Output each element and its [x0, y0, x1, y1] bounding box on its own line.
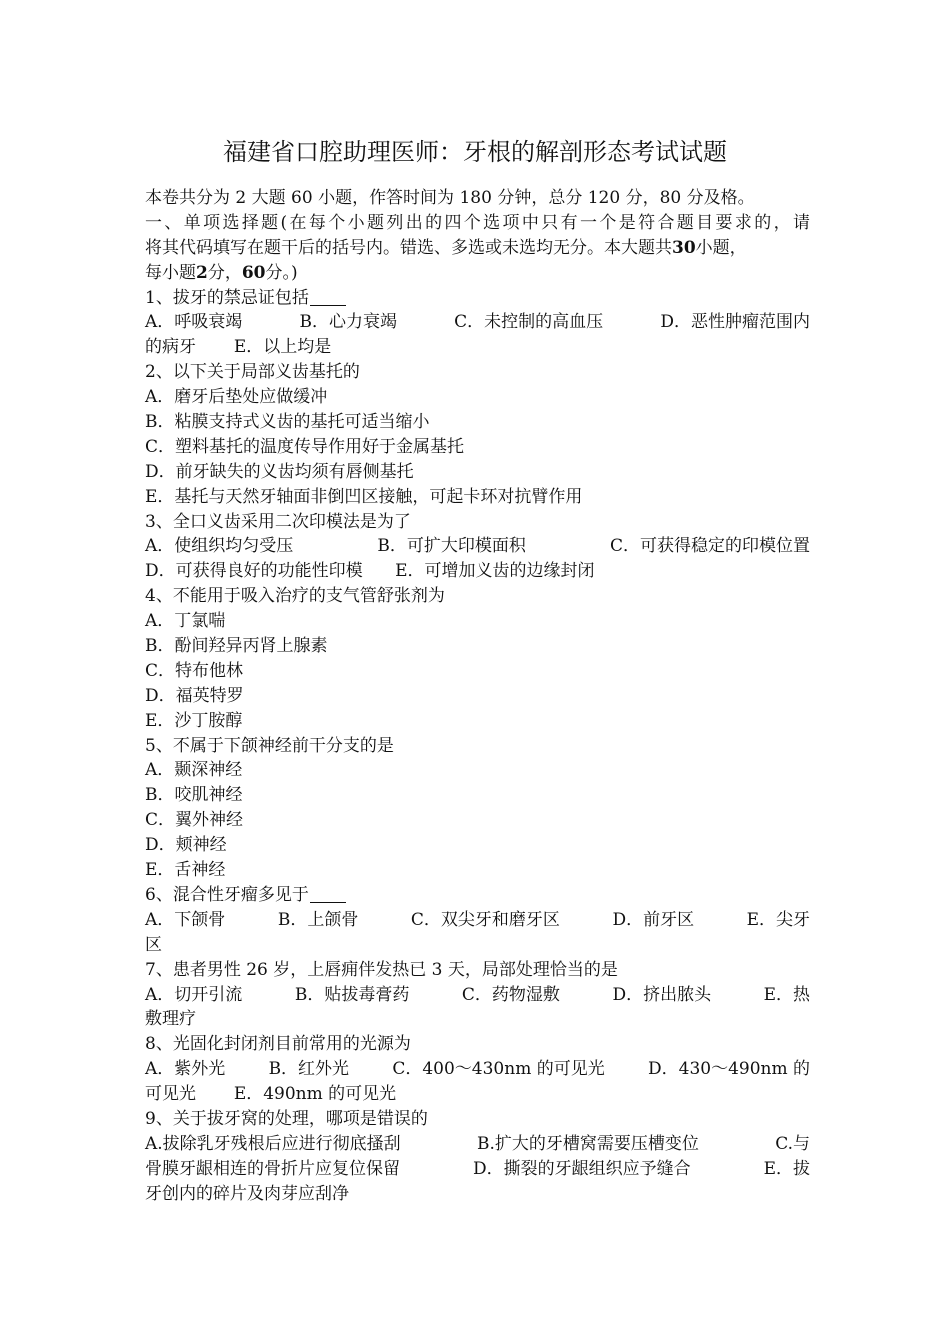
option: A．颞深神经 [145, 760, 243, 781]
option: D．430～490nm 的 [648, 1059, 811, 1080]
question-stem: 3、全口义齿采用二次印模法是为了 [145, 511, 411, 532]
option-line [145, 983, 810, 1008]
section-instructions-line-1: 一、单项选择题(在每个小题列出的四个选项中只有一个是符合题目要求的，请 [145, 212, 810, 233]
option: B．可扩大印模面积 [377, 536, 526, 557]
question-stem: 6、混合性牙瘤多见于 [145, 883, 810, 908]
option: E．拔 [763, 1158, 810, 1179]
option: A．使组织均匀受压 [145, 536, 294, 557]
option: A．磨牙后垫处应做缓冲 [145, 387, 328, 408]
option: A．紫外光 [145, 1059, 226, 1080]
option: B．贴拔毒膏药 [294, 984, 410, 1005]
question-stem: 1、拔牙的禁忌证包括 [145, 286, 810, 311]
option: D．撕裂的牙龈组织应予缝合 [472, 1158, 691, 1179]
points-total: 60 [241, 262, 266, 283]
option: 骨膜牙龈相连的骨折片应复位保留 [145, 1158, 400, 1179]
option: B．红外光 [268, 1059, 350, 1080]
option: E．舌神经 [145, 860, 226, 881]
option-line [145, 1157, 810, 1182]
option-line [145, 335, 810, 360]
option-continuation: 区 [145, 934, 162, 955]
option: A．下颌骨 [145, 909, 226, 930]
option-line [145, 1057, 810, 1082]
option-continuation: 的病牙 [145, 337, 196, 358]
question-stem: 4、不能用于吸入治疗的支气管舒张剂为 [145, 586, 445, 607]
option: C．未控制的高血压 [454, 312, 604, 333]
option: C．塑料基托的温度传导作用好于金属基托 [145, 436, 465, 457]
option: A．丁氯喘 [145, 611, 226, 632]
option: E．尖牙 [746, 909, 811, 930]
option: A．切开引流 [145, 984, 243, 1005]
question-stem: 7、患者男性 26 岁，上唇痈伴发热已 3 天，局部处理恰当的是 [145, 959, 618, 980]
option-continuation: 牙创内的碎片及肉芽应刮净 [145, 1183, 349, 1204]
option: B．心力衰竭 [299, 312, 397, 333]
question-stem: 9、关于拔牙窝的处理，哪项是错误的 [145, 1108, 428, 1129]
option: E．可增加义齿的边缘封闭 [395, 561, 595, 582]
option: C．400～430nm 的可见光 [392, 1059, 605, 1080]
points-each: 2 [196, 262, 208, 283]
option: A.拔除乳牙残根后应进行彻底搔刮 [145, 1133, 401, 1154]
option: E．热 [763, 984, 811, 1005]
option: D．前牙区 [612, 909, 695, 930]
option: E．以上均是 [233, 337, 332, 358]
option: C.与 [775, 1133, 810, 1154]
option-line [145, 1132, 810, 1157]
option-continuation: 可见光 [145, 1084, 196, 1105]
option: C．双尖牙和磨牙区 [410, 909, 560, 930]
section-instructions-line-3: 每小题2分，60分。) [145, 262, 298, 283]
option: D．福英特罗 [145, 685, 244, 706]
option-line [145, 534, 810, 559]
option-line [145, 908, 810, 933]
option: B．上颌骨 [277, 909, 359, 930]
option: E．沙丁胺醇 [145, 710, 243, 731]
option-line [145, 559, 810, 584]
question-stem: 5、不属于下颌神经前干分支的是 [145, 735, 394, 756]
option-continuation: 敷理疗 [145, 1009, 196, 1030]
question-count: 30 [672, 237, 696, 258]
option: E．490nm 的可见光 [233, 1084, 397, 1105]
option: D．前牙缺失的义齿均须有唇侧基托 [145, 461, 414, 482]
option: B.扩大的牙槽窝需要压槽变位 [476, 1133, 699, 1154]
option: C．药物湿敷 [461, 984, 560, 1005]
option: B．咬肌神经 [145, 785, 243, 806]
option: C．可获得稳定的印模位置 [610, 536, 811, 557]
exam-summary: 本卷共分为 2 大题 60 小题，作答时间为 180 分钟，总分 120 分，80 分及格。 [145, 188, 755, 208]
answer-blank [310, 885, 346, 903]
option-line [145, 1082, 810, 1107]
option: D．恶性肿瘤范围内 [660, 312, 810, 333]
document-title: 福建省口腔助理医师：牙根的解剖形态考试试题 [223, 138, 727, 166]
section-instructions-line-2: 将其代码填写在题干后的括号内。错选、多选或未选均无分。本大题共30小题， [145, 237, 747, 258]
option: D．挤出脓头 [612, 984, 712, 1005]
option: A．呼吸衰竭 [145, 312, 243, 333]
answer-blank [310, 288, 346, 306]
option-line [145, 310, 810, 335]
option: D．可获得良好的功能性印模 [145, 561, 363, 582]
option: E．基托与天然牙轴面非倒凹区接触，可起卡环对抗臂作用 [145, 486, 583, 507]
option: C．特布他林 [145, 660, 244, 681]
question-stem: 8、光固化封闭剂目前常用的光源为 [145, 1034, 411, 1055]
document-body [145, 186, 810, 1207]
question-stem: 2、以下关于局部义齿基托的 [145, 362, 360, 383]
option: B．粘膜支持式义齿的基托可适当缩小 [145, 412, 430, 433]
option: D．颊神经 [145, 835, 227, 856]
option: C．翼外神经 [145, 810, 244, 831]
option: B．酚间羟异丙肾上腺素 [145, 636, 328, 657]
